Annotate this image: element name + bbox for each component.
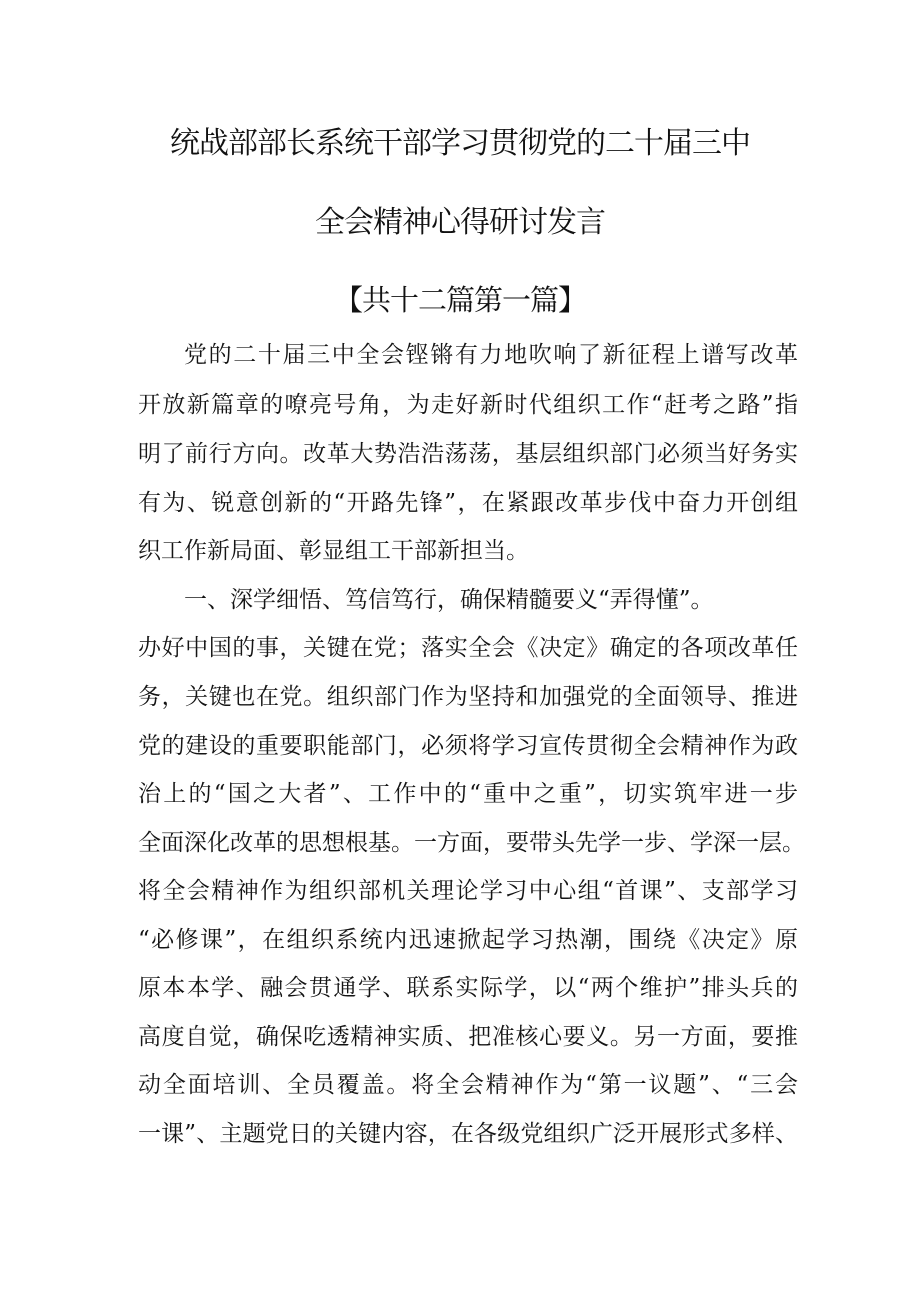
document-subtitle: 【共十二篇第一篇】 [333, 283, 586, 317]
body-line: 务，关键也在党。组织部门作为坚持和加强党的全面领导、推进 [138, 684, 798, 710]
body-line: 将全会精神作为组织部机关理论学习中心组“首课”、支部学习 [138, 878, 798, 904]
intro-line: 开放新篇章的嘹亮号角，为走好新时代组织工作“赶考之路”指 [138, 392, 798, 418]
body-line: 办好中国的事，关键在党；落实全会《决定》确定的各项改革任 [138, 635, 798, 661]
body-line: 党的建设的重要职能部门，必须将学习宣传贯彻全会精神作为政 [138, 733, 798, 759]
body-line: 高度自觉，确保吃透精神实质、把准核心要义。另一方面，要推 [138, 1024, 798, 1050]
body-line: 动全面培训、全员覆盖。将全会精神作为“第一议题”、“三会 [138, 1072, 798, 1098]
body-line: 治上的“国之大者”、工作中的“重中之重”，切实筑牢进一步 [138, 781, 798, 807]
intro-line: 织工作新局面、彰显组工干部新担当。 [138, 538, 529, 564]
body-line: 全面深化改革的思想根基。一方面，要带头先学一步、学深一层。 [138, 830, 805, 856]
body-line: 原本本学、融会贯通学、联系实际学，以“两个维护”排头兵的 [138, 975, 798, 1001]
section-heading: 一、深学细悟、笃信笃行，确保精髓要义“弄得懂”。 [184, 587, 714, 613]
intro-line: 明了前行方向。改革大势浩浩荡荡，基层组织部门必须当好务实 [138, 441, 798, 467]
body-line: “必修课”，在组织系统内迅速掀起学习热潮，围绕《决定》原 [138, 927, 798, 953]
intro-line: 有为、锐意创新的“开路先锋”，在紧跟改革步伐中奋力开创组 [138, 490, 798, 516]
body-line: 一课”、主题党日的关键内容，在各级党组织广泛开展形式多样、 [138, 1121, 798, 1147]
document-title-line-2: 全会精神心得研讨发言 [315, 205, 605, 240]
document-title-line-1: 统战部部长系统干部学习贯彻党的二十届三中 [170, 126, 750, 161]
intro-line: 党的二十届三中全会铿锵有力地吹响了新征程上谱写改革 [184, 342, 798, 368]
